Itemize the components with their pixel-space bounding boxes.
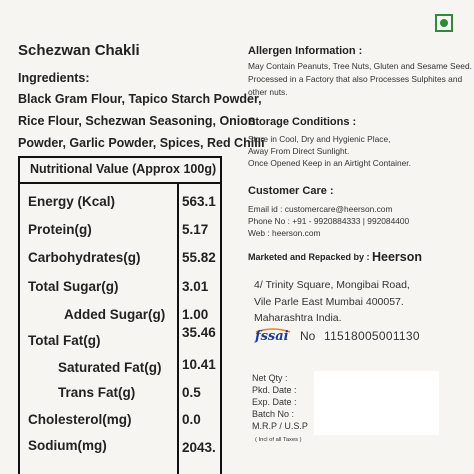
nutrition-label-saturated-fat: Saturated Fat(g) xyxy=(58,360,162,375)
storage-line: Once Opened Keep in an Airtight Container. xyxy=(248,158,411,168)
tax-note: ( Incl of all Taxes ) xyxy=(255,437,302,443)
nutrition-value-energy: 563.1 xyxy=(182,194,216,209)
address-line: 4/ Trinity Square, Mongibai Road, xyxy=(254,279,410,291)
nutrition-label-protein: Protein(g) xyxy=(28,222,92,237)
fssai-no-label: No xyxy=(300,329,316,343)
mrp-label: M.R.P / U.S.P xyxy=(252,421,308,431)
pkd-date-label: Pkd. Date : xyxy=(252,385,297,395)
nutrition-label-cholesterol: Cholesterol(mg) xyxy=(28,412,132,427)
exp-date-label: Exp. Date : xyxy=(252,397,297,407)
allergen-heading: Allergen Information : xyxy=(248,45,363,57)
allergen-line: Processed in a Factory that also Processes Sulphites and xyxy=(248,74,463,84)
ingredients-line: Black Gram Flour, Tapico Starch Powder, xyxy=(18,92,262,106)
ingredients-line: Rice Flour, Schezwan Seasoning, Onion xyxy=(18,114,256,128)
address-line: Vile Parle East Mumbai 400057. xyxy=(254,296,404,308)
veg-mark-icon xyxy=(435,14,453,32)
storage-line: Store in Cool, Dry and Hygienic Place, xyxy=(248,134,391,144)
marketed-by-label: Marketed and Repacked by : xyxy=(248,252,370,262)
nutrition-label-total-sugar: Total Sugar(g) xyxy=(28,279,119,294)
nutrition-value-total-sugar: 3.01 xyxy=(182,279,209,294)
ingredients-line: Powder, Garlic Powder, Spices, Red Chilli xyxy=(18,136,265,150)
allergen-line: other nuts. xyxy=(248,87,288,97)
address-line: Maharashtra India. xyxy=(254,312,342,324)
nutrition-label-carbohydrates: Carbohydrates(g) xyxy=(28,250,141,265)
allergen-line: May Contain Peanuts, Tree Nuts, Gluten and Sesame Seed. xyxy=(248,61,472,71)
table-divider xyxy=(177,184,179,474)
nutrition-value-carbohydrates: 55.82 xyxy=(182,250,216,265)
brand-name: Heerson xyxy=(372,250,423,264)
nutrition-value-protein: 5.17 xyxy=(182,222,209,237)
care-web: Web : heerson.com xyxy=(248,228,321,238)
batch-print-area xyxy=(314,371,439,435)
batch-no-label: Batch No : xyxy=(252,409,295,419)
net-qty-label: Net Qty : xyxy=(252,373,288,383)
nutrition-table-header: Nutritional Value (Approx 100g) xyxy=(18,156,222,184)
nutrition-label-total-fat: Total Fat(g) xyxy=(28,333,101,348)
care-email: Email id : customercare@heerson.com xyxy=(248,204,393,214)
fssai-number: 11518005001130 xyxy=(324,329,420,343)
nutrition-value-total-fat: 35.46 xyxy=(182,325,216,340)
storage-line: Away From Direct Sunlight. xyxy=(248,146,350,156)
nutrition-value-sodium: 2043. xyxy=(182,440,216,455)
product-title: Schezwan Chakli xyxy=(18,42,140,59)
nutrition-label-added-sugar: Added Sugar(g) xyxy=(64,307,166,322)
customer-care-heading: Customer Care : xyxy=(248,185,334,197)
nutrition-value-cholesterol: 0.0 xyxy=(182,412,201,427)
storage-heading: Storage Conditions : xyxy=(248,116,357,128)
fssai-logo: fssai xyxy=(255,329,289,344)
nutrition-value-added-sugar: 1.00 xyxy=(182,307,209,322)
nutrition-label-trans-fat: Trans Fat(g) xyxy=(58,385,136,400)
nutrition-value-trans-fat: 0.5 xyxy=(182,385,201,400)
care-phone: Phone No : +91 - 9920884333 | 992084400 xyxy=(248,216,410,226)
nutrition-value-saturated-fat: 10.41 xyxy=(182,357,216,372)
nutrition-label-sodium: Sodium(mg) xyxy=(28,438,107,453)
nutrition-label-energy: Energy (Kcal) xyxy=(28,194,116,209)
ingredients-heading: Ingredients: xyxy=(18,71,90,85)
